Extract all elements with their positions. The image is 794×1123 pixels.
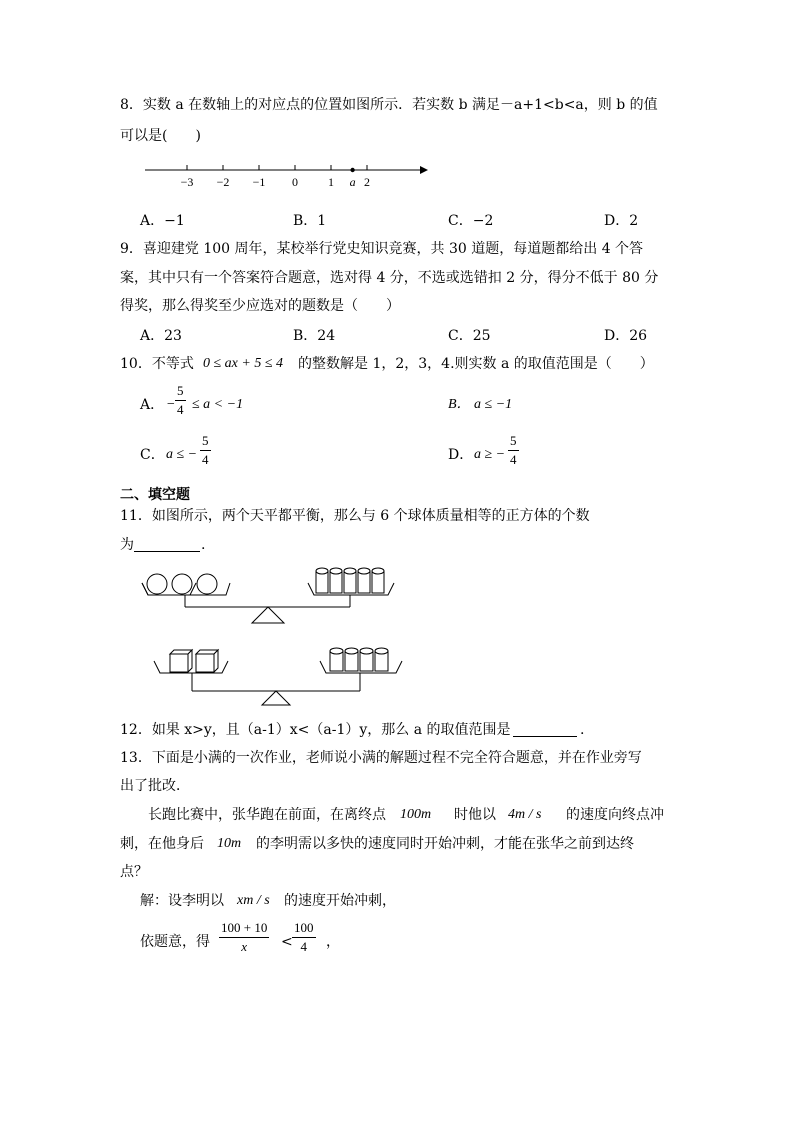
fraction-bar [292,937,316,938]
cylinder [345,648,358,671]
q10-option-a-minus: − [166,397,176,412]
cylinder [372,568,384,593]
q11-line2-prefix: 为 [120,537,134,553]
q12-text: 12．如果 x>y，且（a-1）x<（a-1）y，那么 a 的取值范围是 [120,722,511,738]
q13-p3: 点？ [120,864,148,880]
q13-p1-c: 时他以 [454,807,496,823]
q10-option-d-label: D． [448,447,474,463]
q10-option-c-label: C． [140,447,165,463]
sphere [147,574,167,594]
axis-tick-label: −1 [252,175,266,189]
q10-suffix: 的整数解是 1，2，3，4.则实数 a 的取值范围是（ ） [298,356,654,372]
q13-solution-line1-b: xm / s [237,893,270,908]
q9-option-d: D．26 [604,328,648,344]
fraction-denominator: 4 [300,939,307,954]
q13-line1: 13．下面是小满的一次作业，老师说小满的解题过程不完全符合题意，并在作业旁写 [120,750,642,766]
q13-p1-e: 的速度向终点冲 [566,807,664,823]
q12-suffix: . [580,722,585,738]
axis-tick-label: 1 [328,175,334,189]
fraction-bar [200,450,211,451]
q13-line2: 出了批改． [120,778,190,794]
q13-fraction-left [219,921,269,954]
q13-p1-b: 100m [400,807,432,822]
q10-option-b: B． a ≤ −1 [448,397,513,412]
cylinder [375,648,388,671]
q9-option-c: C．25 [448,328,491,344]
q9-line3: 得奖，那么得奖至少应选对的题数是（ ） [120,298,400,314]
cube [196,650,218,672]
axis-tick-label: 2 [364,175,370,189]
fraction-denominator: 4 [510,452,517,467]
cylinder [358,568,370,593]
q13-solution-line2-a: 依题意，得 [140,934,210,950]
q9-line2: 案，其中只有一个答案符合题意，选对得 4 分，不选或选错扣 2 分，得分不低于 80 分 [120,270,659,286]
q10-option-d-fraction [508,434,519,467]
point-a [350,168,354,172]
q10-option-d-expr: a ≥ − [474,447,506,462]
q13-p2-a: 刺，在他身后 [120,836,204,852]
cube [170,650,192,672]
q10-option-a-rest: ≤ a < −1 [192,397,244,412]
q9-option-a: A．23 [140,328,182,344]
q10-option-a-label: A． [140,397,165,413]
q13-p1-a: 长跑比赛中，张华跑在前面，在离终点 [148,807,386,823]
fraction-bar [175,400,186,401]
q13-p2-c: 的李明需以多快的速度同时开始冲刺，才能在张华之前到达终 [256,836,634,852]
cylinder [344,568,356,593]
q11-line1: 11．如图所示，两个天平都平衡，那么与 6 个球体质量相等的正方体的个数 [120,508,590,524]
cylinder [316,568,328,593]
q13-less-than: < [281,934,293,950]
cylinders-group-2 [330,648,388,671]
fraction-denominator: 4 [177,402,184,417]
cylinder [360,648,373,671]
q8-line1: 8．实数 a 在数轴上的对应点的位置如图所示．若实数 b 满足－a+1<b<a，则 b 的值 [120,97,658,113]
balance-diagram-2 [152,645,452,705]
number-line [145,158,445,198]
fraction-numerator: 5 [510,433,517,448]
q11-line2-suffix: . [201,537,206,553]
cylinders-group-1 [316,568,384,593]
q13-fraction-right [292,921,316,954]
sphere [172,574,192,594]
q9-option-b: B．24 [293,328,336,344]
axis-tick-label: −2 [216,175,230,189]
q13-solution-line1-c: 的速度开始冲刺， [284,893,396,909]
fraction-bar [219,937,269,938]
q10-option-c-fraction [200,434,211,467]
fraction-numerator: 5 [177,383,184,398]
axis-tick-label: −3 [180,175,194,189]
q13-solution-line1-a: 解：设李明以 [140,893,224,909]
q8-option-c: C．−2 [448,213,494,229]
q11-answer-blank [134,551,200,552]
q12-answer-blank [513,736,577,737]
sphere [197,574,217,594]
q13-p1-d: 4m / s [508,807,542,822]
q8-option-a: A．−1 [140,213,185,229]
cylinder [330,568,342,593]
fraction-numerator: 100 + 10 [221,920,268,935]
fraction-bar [508,450,519,451]
q8-option-b: B．1 [293,213,327,229]
q9-line1: 9．喜迎建党 100 周年，某校举行党史知识竞赛，共 30 道题，每道题都给出 4 个答 [120,241,644,257]
fraction-denominator: x [241,939,248,954]
q10-inequality: 0 ≤ ax + 5 ≤ 4 [203,356,284,371]
fraction-numerator: 5 [202,433,209,448]
fraction-numerator: 100 [294,920,314,935]
q13-p2-b: 10m [217,836,242,851]
q8-line2: 可以是( ) [120,128,201,144]
balance-diagram-1 [140,565,440,625]
q10-prefix: 10．不等式 [120,356,194,372]
q13-solution-line2-end: ， [326,934,340,950]
q8-option-d: D．2 [604,213,639,229]
q10-option-a-fraction [175,384,186,417]
fraction-denominator: 4 [202,452,209,467]
cylinder [330,648,343,671]
section-title: 二、填空题 [120,487,190,503]
axis-tick-label: 0 [292,175,298,189]
q10-option-c-expr: a ≤ − [166,447,198,462]
point-a-label: a [349,175,356,189]
